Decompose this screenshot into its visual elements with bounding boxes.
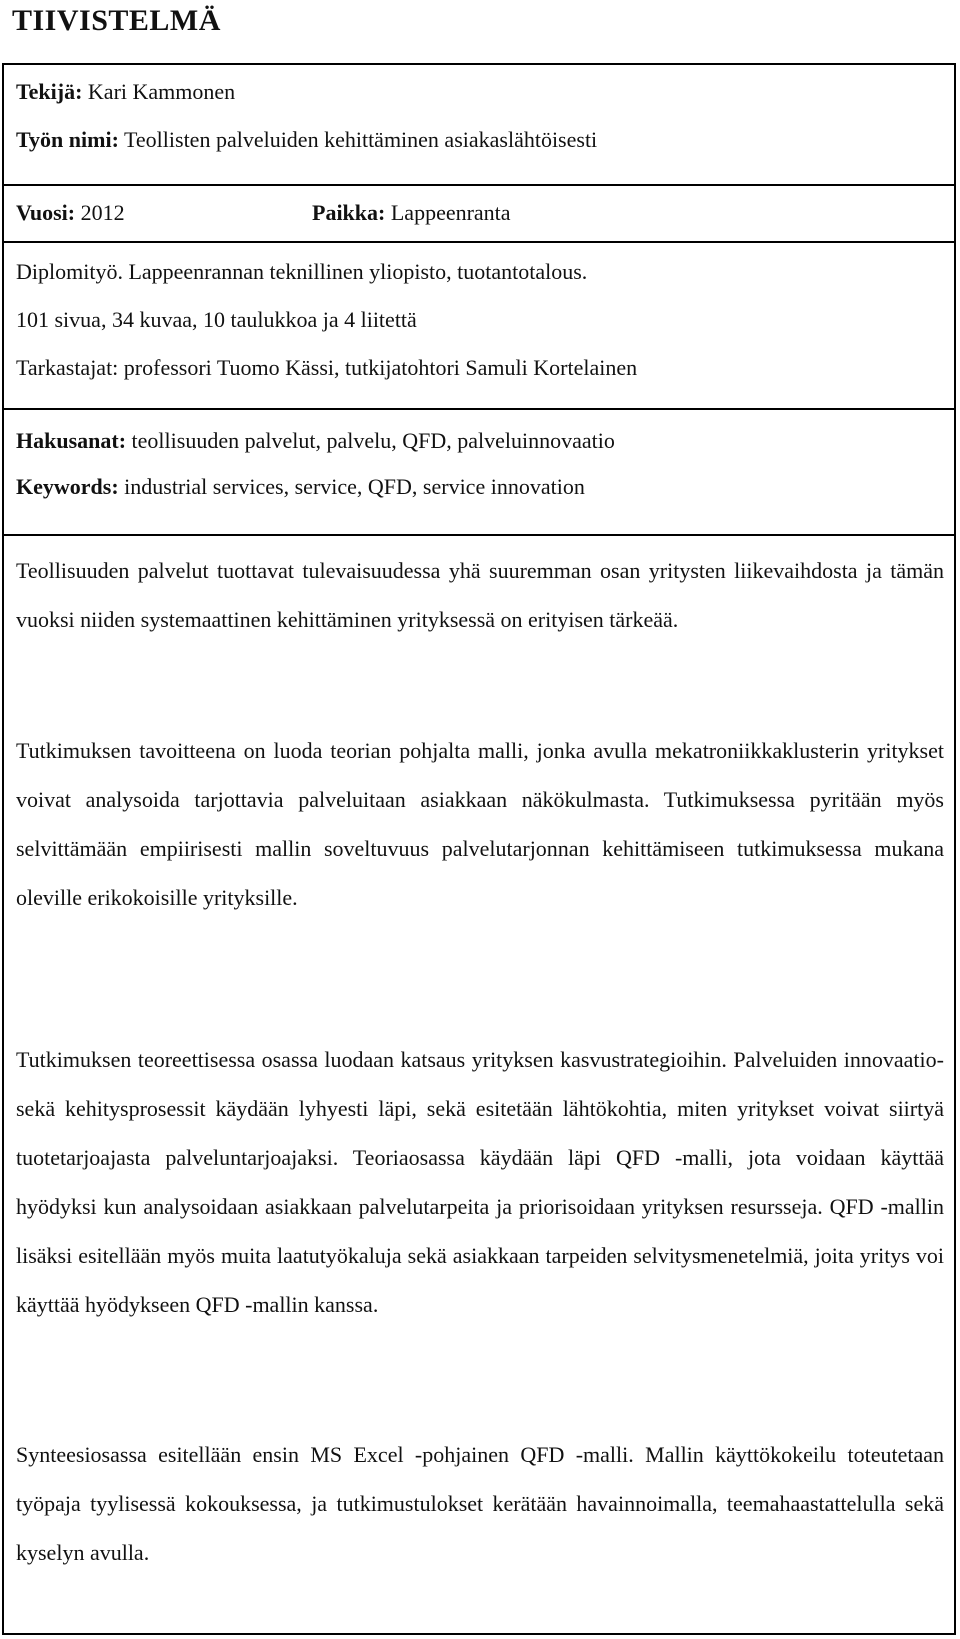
- year-place-section: [4, 184, 954, 243]
- place-label: Paikka:: [312, 200, 386, 225]
- page-title: TIIVISTELMÄ: [12, 4, 221, 37]
- thesis-title-label: Työn nimi:: [16, 127, 119, 152]
- keywords-en-label: Keywords:: [16, 474, 119, 499]
- author-row: [16, 77, 235, 107]
- keywords-en-row: [16, 472, 585, 502]
- thesis-title-row: [16, 125, 597, 155]
- year-value: 2012: [80, 200, 125, 225]
- abstract-body-section: [4, 534, 954, 1633]
- keywords-fi-value: teollisuuden palvelut, palvelu, QFD, palveluinnovaatio: [131, 428, 615, 453]
- author-label: Tekijä:: [16, 79, 83, 104]
- keywords-en-value: industrial services, service, QFD, service innovation: [124, 474, 585, 499]
- abstract-paragraph-1: Teollisuuden palvelut tuottavat tulevaisuudessa yhä suuremman osan yritysten liikevaihdosta ja tämän vuoksi niiden systemaattinen kehittäminen yrityksessä on erityisen tärkeää.: [16, 558, 944, 632]
- year-row: [16, 198, 125, 228]
- thesis-info: Diplomityö. Lappeenrannan teknillinen yliopisto, tuotantotalous.: [16, 259, 588, 284]
- abstract-paragraph-2: Tutkimuksen tavoitteena on luoda teorian pohjalta malli, jonka avulla mekatroniikkaklusterin yritykset voivat analysoida tarjottavia palveluitaan asiakkaan näkökulmasta. Tutkimuksessa pyritään myös selvittämään empiirisesti mallin soveltuvuus palvelutarjonnan kehittämiseen tutkimuksessa mukana oleville erikokoisille yrityksille.: [16, 738, 944, 910]
- place-value: Lappeenranta: [390, 200, 511, 225]
- abstract-paragraph-3: Tutkimuksen teoreettisessa osassa luodaan katsaus yrityksen kasvustrategioihin. Palveluiden innovaatio- sekä kehitysprosessit käydään lyhyesti läpi, sekä esitetään lähtökohtia, miten yritykset voivat siirtyä tuotetarjoajasta palveluntarjoajaksi. Teoriaosassa käydään läpi QFD -malli, jota voidaan käyttää hyödyksi kun analysoidaan asiakkaan palvelutarpeita ja priorisoidaan yrityksen resursseja. QFD -mallin lisäksi esitellään myös muita laatutyökaluja sekä asiakkaan tarpeiden selvitysmenetelmiä, joita yritys voi käyttää hyödykseen QFD -mallin kanssa.: [16, 1047, 944, 1317]
- keywords-section: [4, 408, 954, 534]
- author-title-section: [4, 65, 954, 184]
- abstract-paragraph-4: Synteesiosassa esitellään ensin MS Excel -pohjainen QFD -malli. Mallin käyttökokeilu toteutetaan työpaja tyylisessä kokouksessa, ja tutkimustulokset kerätään havainnoimalla, teemahaastattelulla sekä kyselyn avulla.: [16, 1442, 944, 1565]
- place-row: [312, 198, 511, 228]
- thesis-info-section: [4, 241, 954, 408]
- author-value: Kari Kammonen: [87, 79, 236, 104]
- thesis-examiners: Tarkastajat: professori Tuomo Kässi, tutkijatohtori Samuli Kortelainen: [16, 355, 638, 380]
- year-label: Vuosi:: [16, 200, 76, 225]
- thesis-extent: 101 sivua, 34 kuvaa, 10 taulukkoa ja 4 liitettä: [16, 307, 417, 332]
- thesis-title-value: Teollisten palveluiden kehittäminen asiakaslähtöisesti: [124, 127, 598, 152]
- abstract-form: [2, 63, 956, 1635]
- keywords-fi-label: Hakusanat:: [16, 428, 127, 453]
- keywords-fi-row: [16, 426, 615, 456]
